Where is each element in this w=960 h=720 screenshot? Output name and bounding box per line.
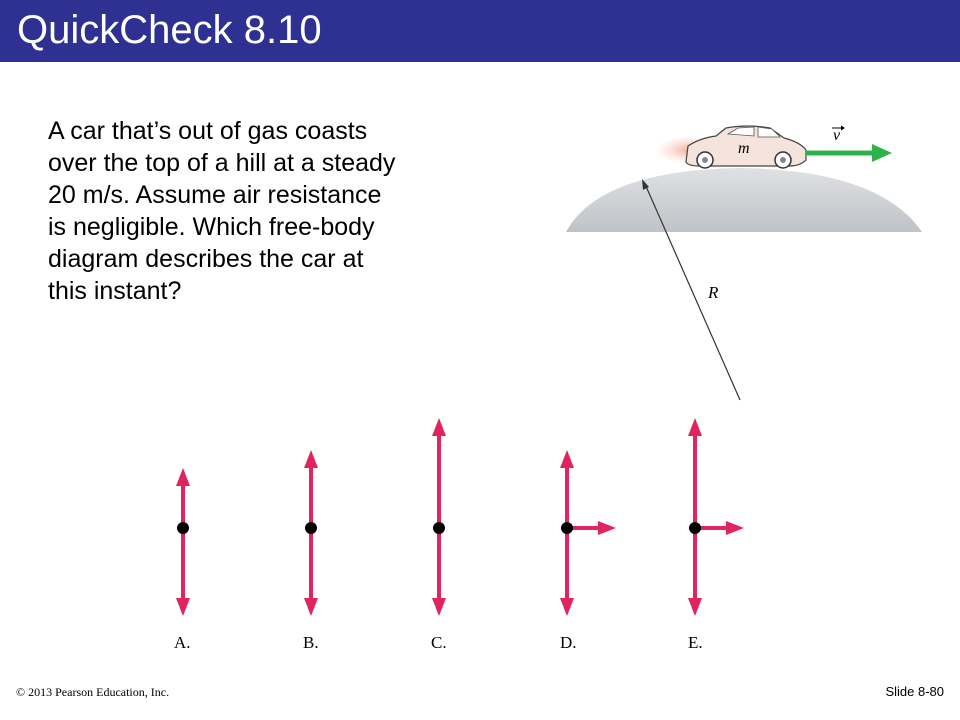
velocity-arrow [806, 144, 892, 162]
copyright-notice: © 2013 Pearson Education, Inc. [16, 685, 170, 699]
question-line: this instant? [48, 277, 182, 305]
fbd-option-a[interactable] [174, 468, 191, 652]
question-line: is negligible. Which free-body [48, 213, 375, 241]
option-label: E. [688, 633, 703, 652]
question-line: 20 m/s. Assume air resistance [48, 181, 382, 209]
mass-label: m [738, 140, 750, 157]
fbd-option-d[interactable] [560, 450, 616, 652]
question-line: diagram describes the car at [48, 245, 364, 273]
option-label: A. [174, 633, 191, 652]
slide-number: Slide 8-80 [885, 684, 944, 699]
radius-label: R [708, 283, 719, 302]
option-label: D. [560, 633, 577, 652]
question-line: over the top of a hill at a steady [48, 149, 396, 177]
slide-title: QuickCheck 8.10 [17, 8, 322, 52]
velocity-label [832, 126, 845, 145]
fbd-option-e[interactable] [688, 418, 744, 652]
fbd-option-c[interactable] [431, 418, 447, 652]
car-illustration [656, 126, 806, 168]
hill-shape [566, 168, 922, 232]
option-label: B. [303, 633, 319, 652]
svg-text:v: v [833, 127, 841, 144]
option-label: C. [431, 633, 447, 652]
question-line: A car that’s out of gas coasts [48, 117, 368, 145]
fbd-option-b[interactable] [303, 450, 319, 652]
